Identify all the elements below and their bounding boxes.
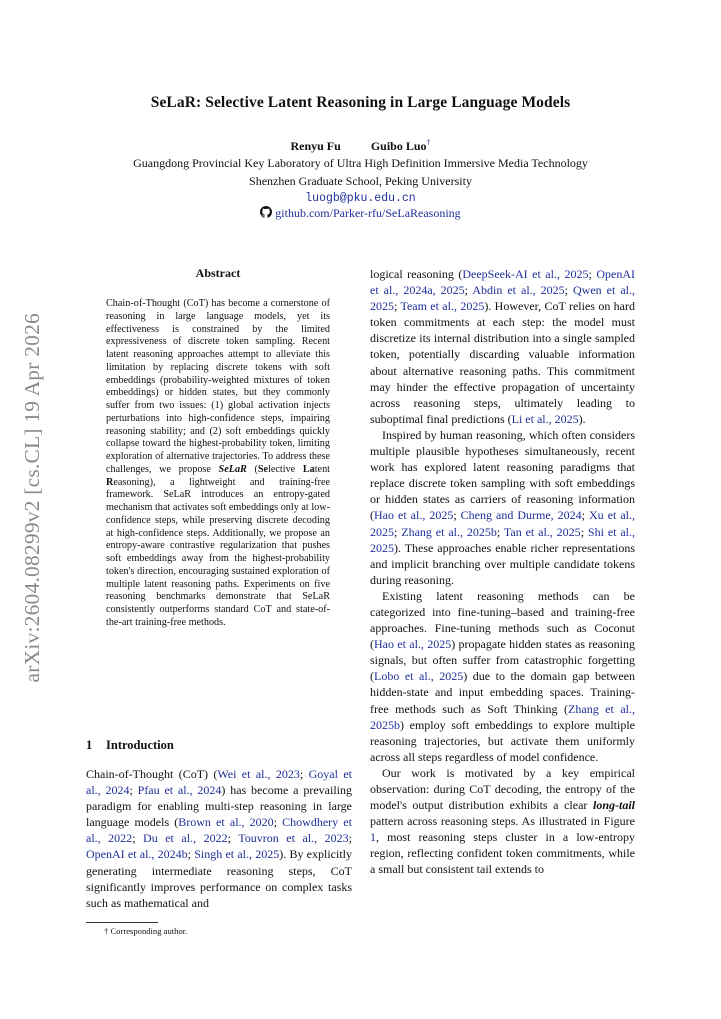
citation-link[interactable]: Shi et al., 2025 [370, 524, 636, 555]
text-run: ) employ soft embeddings to explore multiple reasoning trajectories, but activate them uniformly across all steps regardless of model confidence. [370, 717, 635, 764]
text-run: , most reasoning steps cluster in a low-entropy region, reflecting confident token commitments, while a small but consistent tail extends to [370, 830, 635, 877]
citation-link[interactable]: DeepSeek-AI et al., 2025 [462, 267, 589, 281]
text-run: ; [464, 283, 473, 298]
text-run: ; [581, 508, 589, 523]
paper-title: SeLaR: Selective Latent Reasoning in Large Language Models [150, 94, 571, 111]
github-icon [260, 206, 272, 218]
text-run: Our work is motivated by a key empirical observation: during CoT decoding, the entropy of the model's output distribution exhibits a clear [370, 765, 635, 813]
citation-link[interactable]: Singh et al., 2025 [194, 847, 280, 862]
text-run: ; [588, 267, 597, 281]
citation-link[interactable]: Team et al., 2025 [400, 299, 485, 314]
text-run: ( [246, 463, 258, 475]
bold-text: R [106, 476, 114, 488]
arxiv-stamp [19, 304, 46, 692]
citation-link[interactable]: Hao et al., 2025 [374, 637, 452, 652]
section-heading [86, 738, 174, 753]
author-name: Guibo Luo [370, 139, 427, 153]
citation-link[interactable]: Hao et al., 2025 [374, 508, 454, 523]
text-run: ; [132, 831, 144, 846]
citation-link[interactable]: Pfau et al., 2024 [137, 783, 222, 798]
repo-link[interactable]: github.com/Parker-rfu/SeLaReasoning [275, 206, 461, 220]
intro-paragraph [86, 766, 352, 911]
citation-link[interactable]: Zhang et al., 2025b [370, 701, 635, 732]
contact-email[interactable]: luogb@pku.edu.cn [305, 192, 416, 205]
text-run: ). However, CoT relies on hard token commitments at each step: the model must discretize its internal distribution into a single sampled token, potentially discarding valuable information about alternative reasoning paths. This commitment may hinder the effective propagation of uncertainty across reasoning steps, ultimately leading to suboptimal final predictions ( [370, 299, 635, 426]
repo-link-row [0, 206, 721, 221]
body-paragraph [370, 765, 635, 878]
text-run: ) propagate hidden states as reasoning signals, but often suffer from catastrophic forgetting ( [370, 637, 635, 684]
citation-link[interactable]: Zhang et al., 2025b [401, 524, 497, 539]
text-run: ). By explicitly generating intermediate reasoning steps, CoT significantly improves performance on complex tasks such as mathematical and [86, 847, 352, 910]
affiliation-line: Guangdong Provincial Key Laboratory of Ultra High Definition Immersive Media Technology [133, 156, 588, 170]
emphasis-text: long-tail [592, 798, 635, 813]
author-list [0, 138, 721, 154]
citation-link[interactable]: Tan et al., 2025 [503, 524, 581, 539]
citation-link[interactable]: Xu et al., 2025 [370, 508, 635, 539]
text-run: Existing latent reasoning methods can be categorized into fine-tuning–based and training-free approaches. Fine-tuning methods such as Coconut ( [370, 588, 635, 652]
footnote: † Corresponding author. [104, 926, 188, 936]
author-name: Renyu Fu [290, 139, 341, 153]
text-run: ; [273, 815, 283, 830]
citation-link[interactable]: 1 [370, 830, 376, 845]
text-run: ). [578, 411, 586, 426]
footnote-rule [86, 922, 158, 923]
citation-link[interactable]: OpenAI et al., 2024a, 2025 [370, 267, 635, 298]
text-run: ). These approaches enable richer representations and implicit branching over multiple candidate tokens during reasoning. [370, 540, 635, 587]
section-title: Introduction [106, 738, 174, 752]
text-run: ; [129, 783, 138, 798]
text-run: Inspired by human reasoning, which often considers multiple plausible hypotheses simultaneously, recent work has explored latent reasoning paradigms that replace discrete token sampling with soft embeddings or hidden states as carriers of reasoning information ( [370, 427, 635, 523]
body-paragraph [370, 588, 635, 765]
citation-link[interactable]: Goyal et al., 2024 [86, 767, 352, 798]
text-run: ; [227, 831, 239, 846]
citation-link[interactable]: Du et al., 2022 [143, 831, 228, 846]
right-column [370, 266, 635, 878]
text-run: Chain-of-Thought (CoT) ( [86, 767, 218, 781]
citation-link[interactable]: Qwen et al., 2025 [370, 283, 635, 314]
text-run: tent [314, 463, 330, 475]
text-run: ; [580, 524, 588, 539]
citation-link[interactable]: Lobo et al., 2025 [374, 669, 464, 684]
citation-link[interactable]: Touvron et al., 2023 [238, 831, 349, 846]
citation-link[interactable]: Wei et al., 2023 [217, 767, 300, 781]
affiliation-line: Shenzhen Graduate School, Peking University [249, 174, 472, 188]
text-run: logical reasoning ( [370, 267, 463, 281]
abstract-body [106, 298, 330, 630]
contact-email-row [0, 190, 721, 205]
citation-link[interactable]: Chowdhery et al., 2022 [86, 815, 352, 846]
text-run: ) due to the domain gap between hidden-state and input embedding spaces. Training-free methods such as Soft Thinking ( [370, 669, 635, 716]
citation-link[interactable]: OpenAI et al., 2024b [86, 847, 188, 862]
emphasis-text: SeLaR [218, 463, 247, 475]
arxiv-stamp-text: arXiv:2604.08299v2 [cs.CL] 19 Apr 2026 [20, 313, 44, 683]
citation-link[interactable]: Abdin et al., 2025 [472, 283, 565, 298]
corresponding-mark: † [426, 138, 431, 147]
text-run: ; [187, 847, 195, 862]
text-run: ; [394, 524, 402, 539]
body-paragraph [370, 427, 635, 588]
citation-link[interactable]: Cheng and Durme, 2024 [460, 508, 582, 523]
text-run: ; [564, 283, 574, 298]
body-paragraph [370, 266, 635, 427]
citation-link[interactable]: Li et al., 2025 [511, 411, 579, 426]
text-run: lective [268, 463, 303, 475]
text-run: ; [453, 508, 461, 523]
text-run: Chain-of-Thought (CoT) has become a cornerstone of reasoning in large language models, yet its effectiveness is constrained by the limited expressiveness of discrete token sampling. Recent latent reasoning approaches attempt to alleviate this limitation by replacing discrete tokens with soft embeddings (probability-weighted mixtures of token embeddings) or hidden states, but they commonly suffer from two issues: (1) global activation injects perturbations into high-confidence steps, impairing reasoning stability; and (2) soft embeddings quickly collapse toward the highest-probability token, limiting exploration of alternative trajectories. To address these challenges, we propose [106, 298, 330, 475]
text-run: ) has become a prevailing paradigm for enabling multi-step reasoning in large language models ( [86, 783, 352, 830]
text-run: pattern across reasoning steps. As illustrated in Figure [370, 814, 635, 829]
abstract-heading: Abstract [195, 266, 241, 280]
citation-link[interactable]: Brown et al., 2020 [178, 815, 274, 830]
text-run: ; [348, 831, 352, 846]
bold-text: Se [257, 463, 269, 475]
text-run: easoning), a lightweight and training-free framework. SeLaR introduces an entropy-gated mechanism that activates soft embeddings only at low-confidence steps, while preserving discrete decoding at high-confidence steps. Additionally, we propose an entropy-aware contrastive regularization that pushes soft embeddings away from the highest-probability token's direction, encouraging sustained exploration of multiple latent reasoning paths. Experiments on five reasoning benchmarks demonstrate that SeLaR consistently outperforms standard CoT and state-of-the-art training-free methods. [106, 476, 330, 628]
section-number: 1 [86, 738, 93, 752]
text-run: ; [394, 299, 401, 314]
text-run: ; [299, 767, 309, 781]
bold-text: La [302, 463, 315, 475]
text-run: ; [496, 524, 504, 539]
